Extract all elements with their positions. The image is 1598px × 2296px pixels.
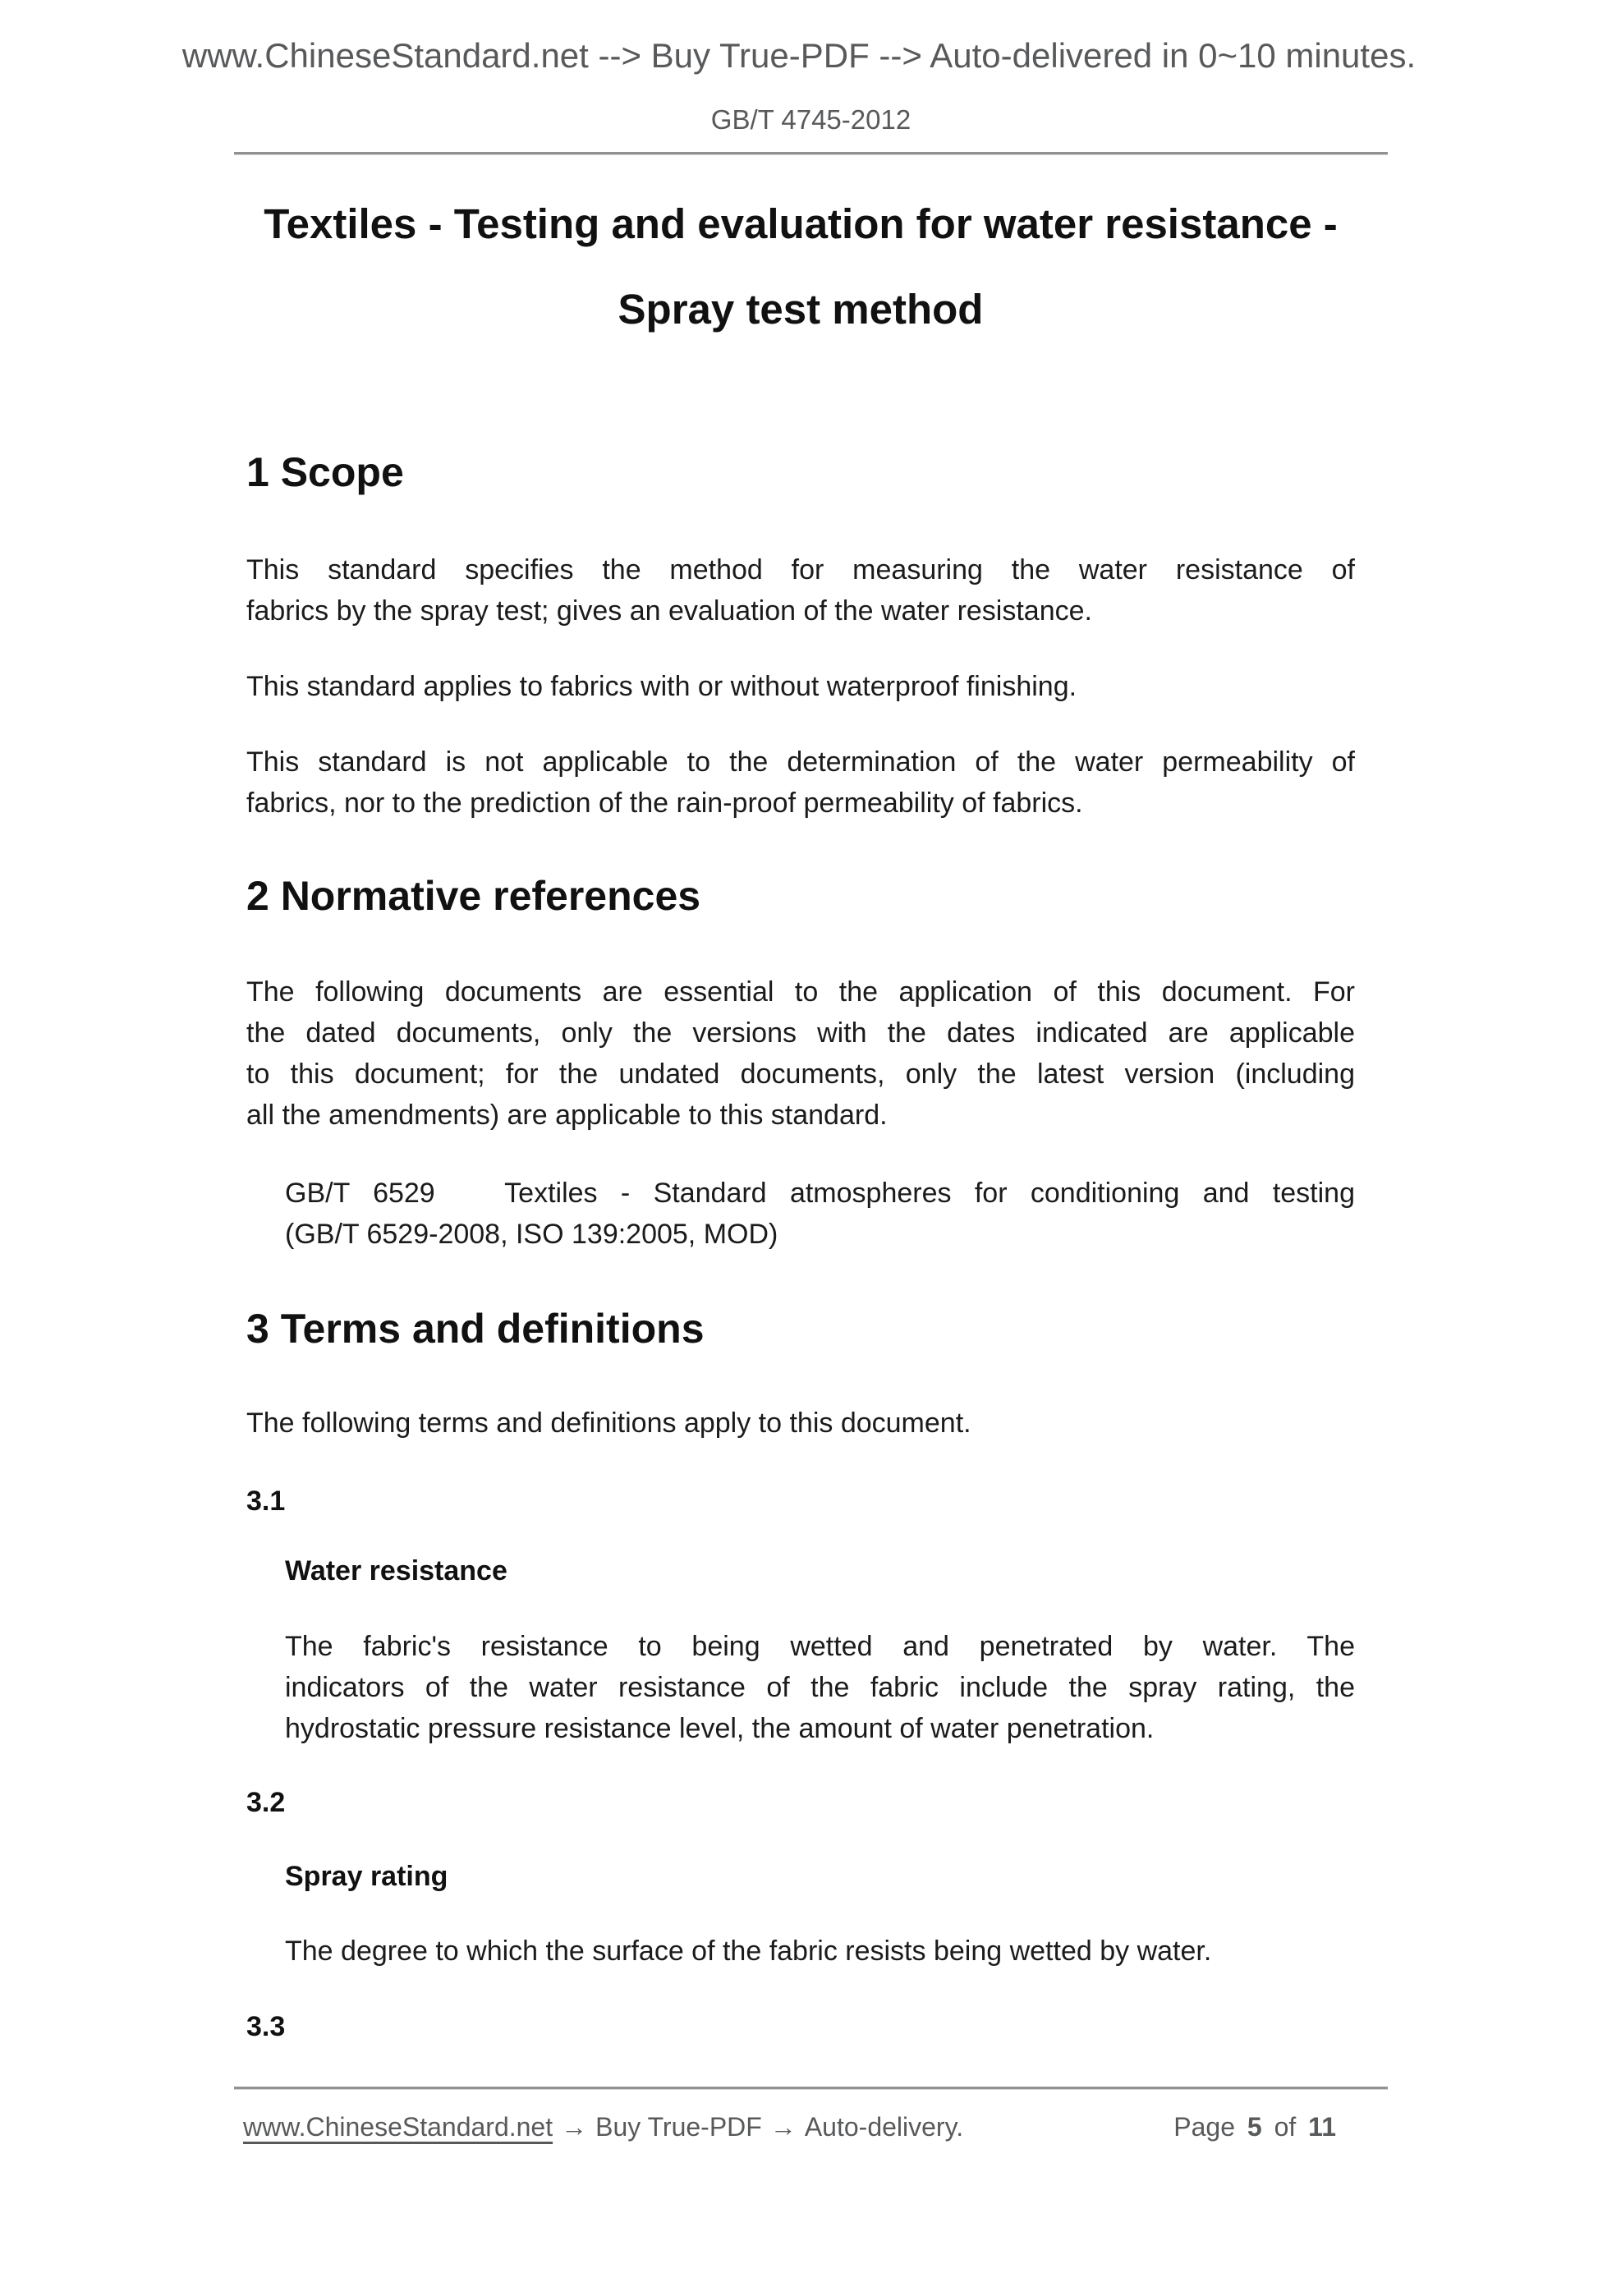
text-line: This standard is not applicable to the determination of the water permeability of (246, 746, 1355, 778)
paragraph (246, 1403, 1355, 1444)
header-note: www.ChineseStandard.net --> Buy True-PDF --> Auto-delivered in 0~10 minutes. (181, 36, 1417, 75)
term-name: Water resistance (285, 1555, 507, 1587)
term-number: 3.1 (246, 1486, 286, 1517)
normative-reference-entry (285, 1173, 1355, 1255)
section-heading-scope: 1 Scope (246, 449, 404, 495)
section-heading-normative-references: 2 Normative references (246, 873, 701, 919)
page-total: 11 (1308, 2112, 1336, 2142)
footer-note (243, 2109, 963, 2145)
term-name: Spray rating (285, 1861, 448, 1892)
footer-action-buy: Buy True-PDF (595, 2112, 762, 2142)
paragraph (246, 971, 1355, 1136)
term-number: 3.3 (246, 2011, 286, 2042)
text-line: all the amendments) are applicable to this standard. (246, 1100, 888, 1131)
document-page (0, 35, 1598, 2145)
page-label: Page (1173, 2112, 1236, 2142)
footer-site-link[interactable]: www.ChineseStandard.net (243, 2112, 553, 2142)
arrow-right-icon: → (561, 2112, 588, 2142)
text-line: This standard specifies the method for measuring the water resistance of (246, 554, 1355, 585)
page-current: 5 (1247, 2112, 1262, 2142)
text-line: to this document; for the undated documents, only the latest version (including (246, 1058, 1355, 1090)
text-line: The degree to which the surface of the fabric resists being wetted by water. (285, 1936, 1212, 1967)
footer-divider (234, 2087, 1388, 2090)
text-line: The fabric's resistance to being wetted and penetrated by water. The (285, 1631, 1355, 1662)
text-line: fabrics, nor to the prediction of the rain-proof permeability of fabrics. (246, 788, 1083, 819)
text-line: hydrostatic pressure resistance level, the amount of water penetration. (285, 1713, 1155, 1744)
paragraph (246, 549, 1355, 631)
doc-title-line2: Spray test method (618, 286, 984, 333)
text-line: GB/T 6529 Textiles - Standard atmospheres for conditioning and testing (285, 1178, 1355, 1209)
term-definition (285, 1931, 1355, 1972)
footer-action-delivery: Auto-delivery. (804, 2112, 964, 2142)
text-line: (GB/T 6529-2008, ISO 139:2005, MOD) (285, 1219, 778, 1250)
section-heading-terms-definitions: 3 Terms and definitions (246, 1306, 705, 1352)
text-line: indicators of the water resistance of the fabric include the spray rating, the (285, 1672, 1355, 1703)
text-line: the dated documents, only the versions with the dates indicated are applicable (246, 1017, 1355, 1049)
text-line: This standard applies to fabrics with or without waterproof finishing. (246, 671, 1077, 702)
header-divider (234, 152, 1388, 155)
page-footer (243, 2109, 1341, 2145)
doc-code: GB/T 4745-2012 (710, 104, 912, 135)
term-definition (285, 1626, 1355, 1749)
doc-title (246, 181, 1355, 352)
paragraph (246, 666, 1355, 707)
text-line: fabrics by the spray test; gives an evaluation of the water resistance. (246, 595, 1092, 627)
text-line: The following terms and definitions apply to this document. (246, 1407, 971, 1439)
page-indicator (1173, 2109, 1341, 2145)
term-number: 3.2 (246, 1787, 286, 1818)
doc-title-line1: Textiles - Testing and evaluation for water resistance - (264, 200, 1338, 247)
arrow-right-icon: → (769, 2112, 797, 2142)
of-label: of (1274, 2112, 1297, 2142)
paragraph (246, 742, 1355, 824)
text-line: The following documents are essential to the application of this document. For (246, 976, 1355, 1008)
